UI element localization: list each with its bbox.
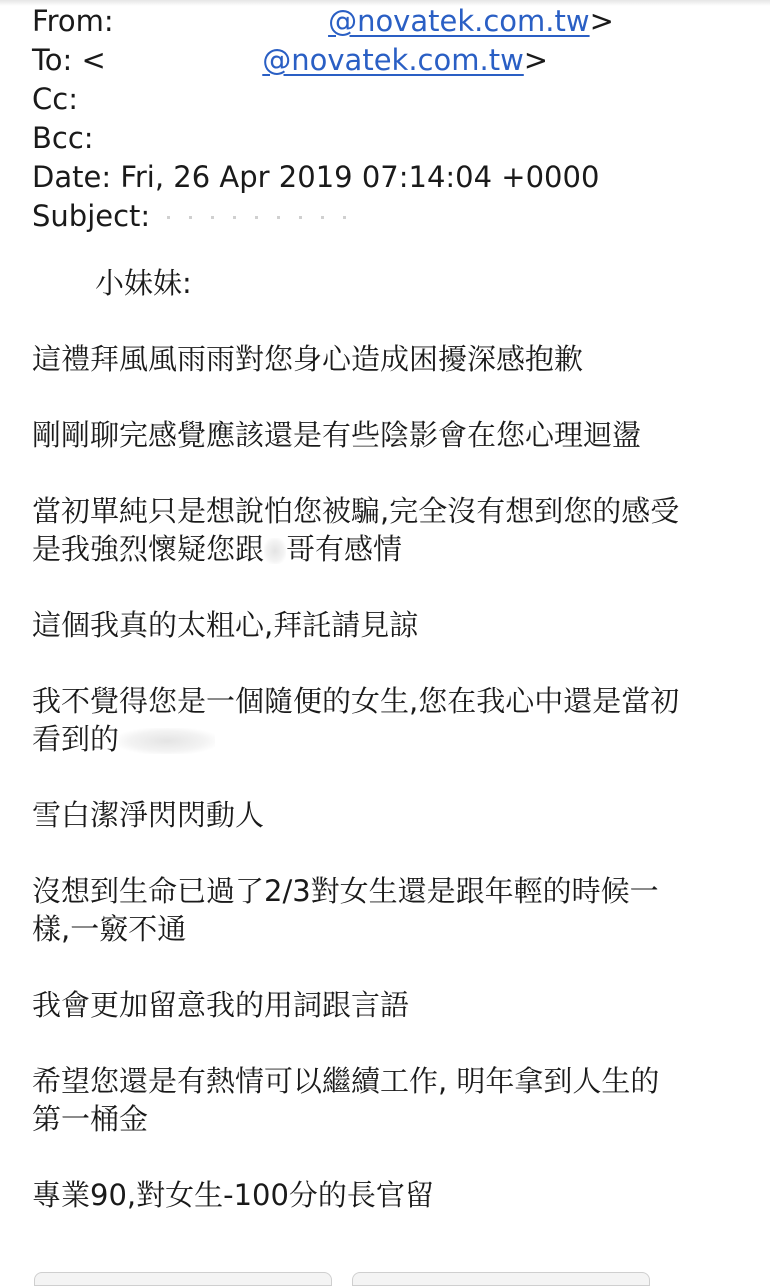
redacted-to-address [115,50,253,74]
email-headers [32,2,752,236]
bottom-action-button-left[interactable] [34,1272,332,1286]
greeting: 小妹妹: [95,266,192,300]
cc-row [32,80,752,119]
paragraph-6-line: 雪白潔淨閃閃動人 [32,798,265,832]
redacted-text-smudge [119,728,215,754]
cc-label: Cc: [32,82,78,116]
to-label: To: < [32,43,106,77]
redacted-name-smudge [264,538,286,564]
paragraph-10-line: 專業90,對女生-100分的長官留 [32,1178,434,1212]
from-label: From: [32,4,114,38]
from-row [32,2,752,41]
paragraph-4-line: 這個我真的太粗心,拜託請見諒 [32,608,419,642]
paragraph-9 [32,1062,756,1138]
paragraph-8 [32,986,756,1024]
subject-label: Subject: [32,199,151,233]
bcc-row [32,119,752,158]
subject-row [32,197,752,236]
paragraph-4 [32,606,756,644]
paragraph-9-line-1: 希望您還是有熱情可以繼續工作, 明年拿到人生的 [32,1064,660,1098]
date-label: Date: [32,160,112,194]
paragraph-8-line: 我會更加留意我的用詞跟言語 [32,988,410,1022]
paragraph-1 [32,340,756,378]
paragraph-6 [32,796,756,834]
bottom-action-button-right[interactable] [352,1272,650,1286]
from-close-bracket: > [589,4,614,38]
paragraph-3-line-1: 當初單純只是想說怕您被騙,完全沒有想到您的感受 [32,494,680,528]
paragraph-2 [32,416,756,454]
paragraph-10 [32,1176,756,1214]
paragraph-2-line: 剛剛聊完感覺應該還是有些陰影會在您心理迴盪 [32,418,642,452]
to-row [32,41,752,80]
date-row [32,158,752,197]
paragraph-5-line-2-text: 看到的 [32,722,120,756]
paragraph-7-line-1: 沒想到生命已過了2/3對女生還是跟年輕的時候一 [32,874,659,908]
paragraph-3-line-2 [32,530,756,568]
from-email-link[interactable]: @novatek.com.tw [328,4,590,38]
paragraph-9-line-2: 第一桶金 [32,1102,149,1136]
paragraph-1-line: 這禮拜風風雨雨對您身心造成困擾深感抱歉 [32,342,584,376]
bcc-label: Bcc: [32,121,94,155]
to-email-link[interactable]: @novatek.com.tw [262,43,524,77]
email-body [32,264,756,1252]
date-value: Fri, 26 Apr 2019 07:14:04 +0000 [120,160,600,194]
paragraph-7-line-2: 樣,一竅不通 [32,912,187,946]
paragraph-5 [32,682,756,758]
paragraph-3-line-2b: 哥有感情 [286,532,403,566]
redacted-from-address [123,11,319,35]
paragraph-5-line-2 [32,720,756,758]
bottom-action-bar [0,1272,770,1279]
redacted-subject [159,206,369,230]
paragraph-3 [32,492,756,568]
paragraph-7 [32,872,756,948]
paragraph-5-line-1: 我不覺得您是一個隨便的女生,您在我心中還是當初 [32,684,680,718]
paragraph-3-line-2a: 是我強烈懷疑您跟 [32,532,265,566]
to-close-bracket: > [523,43,549,77]
